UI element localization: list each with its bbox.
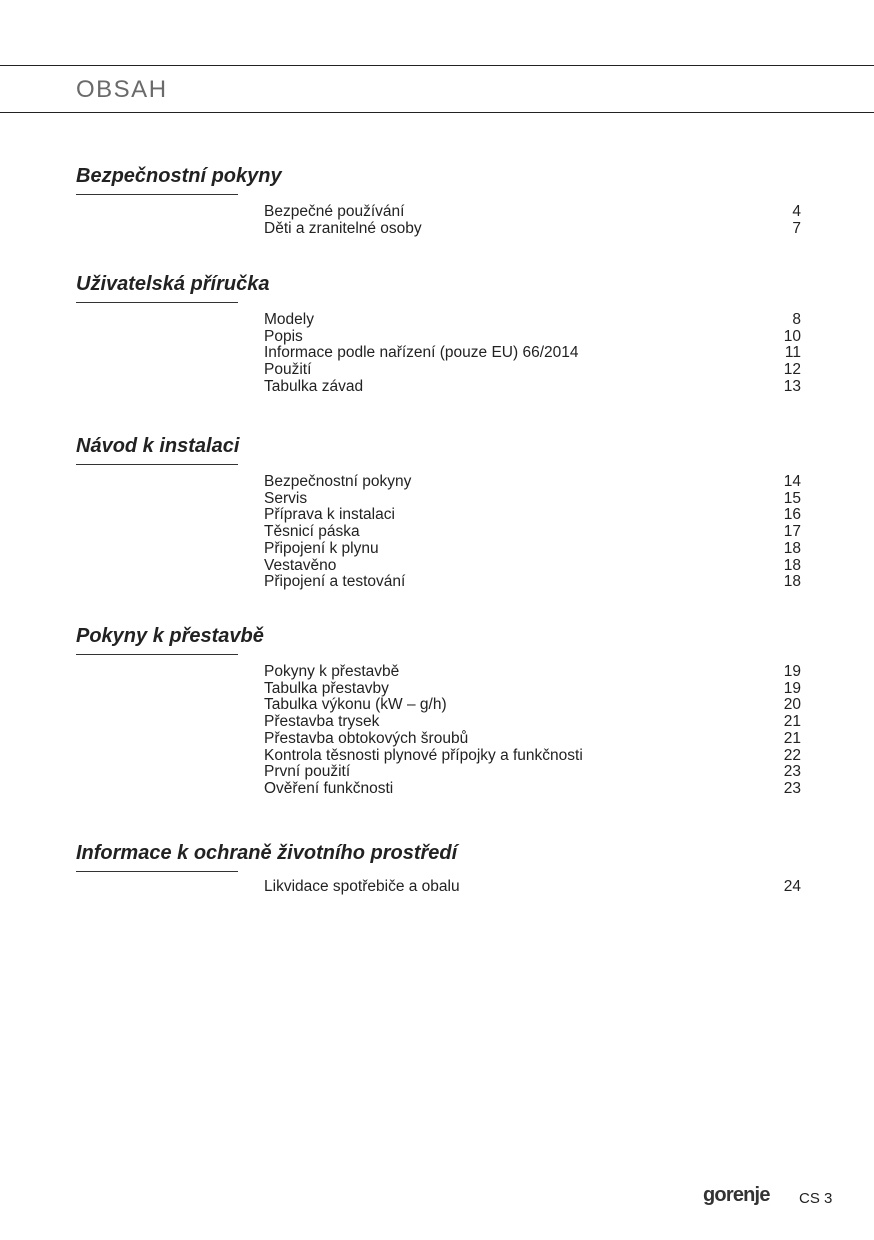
toc-entry-page: 21 <box>783 713 801 731</box>
toc-entry-page: 13 <box>783 377 801 395</box>
toc-entry-page: 21 <box>783 729 801 747</box>
toc-entry[interactable] <box>264 697 801 714</box>
page-number: CS 3 <box>799 1190 833 1207</box>
toc-entry-page: 23 <box>783 779 801 797</box>
section-heading: Informace k ochraně životního prostředí <box>76 842 458 864</box>
toc-entry-label: Tabulka přestavby <box>264 679 389 697</box>
toc-entry[interactable] <box>264 748 801 765</box>
toc-entry[interactable] <box>264 362 801 379</box>
toc-entry[interactable] <box>264 524 801 541</box>
toc-entry-page: 23 <box>783 763 801 781</box>
toc-entry-page: 16 <box>783 506 801 524</box>
toc-entry[interactable] <box>264 664 801 681</box>
toc-entry-page: 19 <box>783 663 801 680</box>
section-heading: Uživatelská příručka <box>76 273 270 295</box>
page-title: OBSAH <box>76 76 168 103</box>
section-heading: Pokyny k přestavbě <box>76 625 264 647</box>
toc-entry-page: 4 <box>792 203 801 220</box>
toc-entry[interactable] <box>264 312 801 329</box>
toc-section-user-manual <box>76 272 801 396</box>
toc-entry[interactable] <box>264 491 801 508</box>
toc-entry[interactable] <box>264 345 801 362</box>
toc-entry-label: Připojení a testování <box>264 573 406 591</box>
toc-entry-label: Příprava k instalaci <box>264 506 395 524</box>
toc-entry-label: Bezpečné používání <box>264 203 405 220</box>
toc-entry[interactable] <box>264 329 801 346</box>
toc-entry[interactable] <box>264 204 801 221</box>
toc-entry-label: Popis <box>264 327 303 345</box>
section-heading: Bezpečnostní pokyny <box>76 165 282 187</box>
toc-section-safety <box>76 164 801 237</box>
toc-entry-page: 19 <box>783 679 801 697</box>
toc-entry-page: 7 <box>792 219 801 237</box>
toc-entry[interactable] <box>264 574 801 591</box>
toc-entry-label: Děti a zranitelné osoby <box>264 219 422 237</box>
toc-entry-page: 22 <box>783 746 801 764</box>
toc-entry[interactable] <box>264 879 801 896</box>
section-underline <box>76 302 238 303</box>
toc-entry-page: 18 <box>783 573 801 591</box>
toc-entry-label: Modely <box>264 311 314 328</box>
toc-entry[interactable] <box>264 474 801 491</box>
section-heading: Návod k instalaci <box>76 435 240 457</box>
toc-entry-label: Servis <box>264 489 308 507</box>
section-underline <box>76 194 238 195</box>
brand-logo: gorenje <box>703 1184 770 1206</box>
toc-entry[interactable] <box>264 731 801 748</box>
toc-entry[interactable] <box>264 714 801 731</box>
toc-section-environment <box>76 841 801 896</box>
toc-entry-page: 18 <box>783 556 801 574</box>
toc-entry-label: První použití <box>264 763 351 781</box>
toc-entry-page: 20 <box>783 696 801 714</box>
toc-entry-label: Kontrola těsnosti plynové přípojky a funkčnosti <box>264 746 583 764</box>
toc-entry-label: Vestavěno <box>264 556 337 574</box>
toc-entry[interactable] <box>264 541 801 558</box>
toc-entry[interactable] <box>264 781 801 798</box>
toc-entry-label: Informace podle nařízení (pouze EU) 66/2014 <box>264 344 579 362</box>
toc-entry-page: 24 <box>783 878 801 895</box>
header-bottom-rule <box>0 112 874 113</box>
toc-entry-label: Přestavba trysek <box>264 713 380 731</box>
toc-entry[interactable] <box>264 681 801 698</box>
toc-entry-label: Pokyny k přestavbě <box>264 663 400 680</box>
toc-entry-page: 11 <box>784 344 801 362</box>
toc-entry[interactable] <box>264 558 801 575</box>
toc-entry-label: Likvidace spotřebiče a obalu <box>264 878 460 895</box>
toc-entry-page: 17 <box>783 523 801 541</box>
toc-entry-label: Použití <box>264 361 312 379</box>
toc-entry-label: Připojení k plynu <box>264 539 379 557</box>
header-top-rule <box>0 65 874 66</box>
section-underline <box>76 871 238 872</box>
toc-entry-label: Ověření funkčnosti <box>264 779 394 797</box>
toc-section-installation <box>76 434 801 591</box>
toc-entry[interactable] <box>264 221 801 238</box>
section-underline <box>76 464 238 465</box>
toc-entry-page: 8 <box>792 311 801 328</box>
toc-entry-page: 18 <box>783 539 801 557</box>
toc-section-conversion <box>76 624 801 798</box>
toc-entry-label: Tabulka výkonu (kW – g/h) <box>264 696 447 714</box>
toc-entry[interactable] <box>264 507 801 524</box>
toc-entry-page: 12 <box>783 361 801 379</box>
toc-entry-label: Přestavba obtokových šroubů <box>264 729 469 747</box>
toc-entry[interactable] <box>264 764 801 781</box>
toc-entry-label: Bezpečnostní pokyny <box>264 473 412 490</box>
toc-entry-page: 14 <box>783 473 801 490</box>
toc-entry-label: Tabulka závad <box>264 377 364 395</box>
section-underline <box>76 654 238 655</box>
toc-entry-page: 10 <box>783 327 801 345</box>
toc-entry-label: Těsnicí páska <box>264 523 360 541</box>
toc-entry[interactable] <box>264 379 801 396</box>
toc-entry-page: 15 <box>783 489 801 507</box>
